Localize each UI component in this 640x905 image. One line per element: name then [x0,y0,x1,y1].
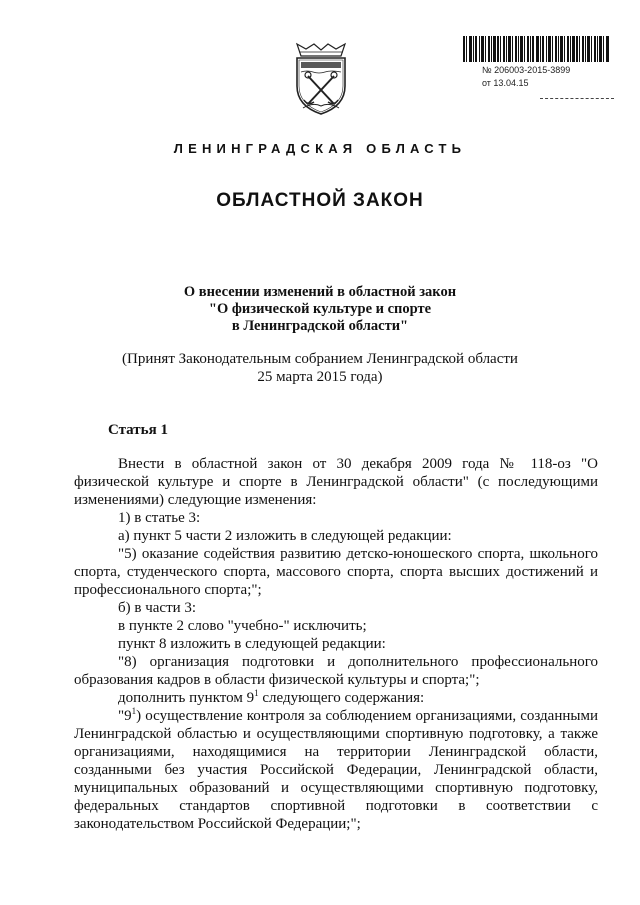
paragraph-text: ) осуществление контроля за соблюдением организациями, созданными Ленинградской областью и осуществляющими спортивную подготовку, а также организациями, находящимися на территории Ленинградской области, созданными без участия Российской Федерации, Ленинградской области, муниципальных образований и осуществляющими спортивную подготовку, федеральных стандартов спортивной подготовки в соответствии с законодательством Российской Федерации;"; [74,708,598,832]
superscript: 1 [254,688,259,698]
registration-date: от 13.04.15 [482,78,529,88]
region-name: ЛЕНИНГРАДСКАЯ ОБЛАСТЬ [173,141,467,156]
paragraph-quote [74,707,598,833]
law-title-line: О внесении изменений в областной закон [183,284,457,300]
barcode-icon [463,36,609,62]
stamp-divider [540,98,614,99]
adoption-note-line: 25 марта 2015 года) [257,369,383,385]
paragraph: а) пункт 5 части 2 изложить в следующей редакции: [118,528,452,544]
paragraph: в пункте 2 слово "учебно-" исключить; [118,618,367,634]
adoption-note-line: (Принят Законодательным собранием Ленинградской области [122,351,518,367]
paragraph: пункт 8 изложить в следующей редакции: [118,636,386,652]
article-heading: Статья 1 [108,422,168,438]
paragraph-text: дополнить пунктом 9 [118,690,255,706]
coat-of-arms-icon [291,40,351,116]
paragraph: б) в части 3: [118,600,197,616]
paragraph-text: "9 [118,708,132,724]
paragraph: 1) в статье 3: [118,510,201,526]
paragraph-quote: "8) организация подготовки и дополнительного профессионального образования кадров в области физической культуры и спорта;"; [74,654,598,688]
registration-number: № 206003-2015-3899 [482,65,571,75]
law-title-line: в Ленинградской области" [231,318,409,334]
paragraph-text: следующего содержания: [258,690,425,706]
superscript: 1 [131,706,137,716]
law-title-line: "О физической культуре и спорте [208,301,432,317]
adoption-note [0,350,640,386]
paragraph-intro: Внести в областной закон от 30 декабря 2009 года № 118-оз "О физической культуре и спорте в Ленинградской области" (с последующими изменениями) следующие изменения: [74,456,598,508]
paragraph [74,689,598,707]
article-body [74,455,598,833]
paragraph-quote: "5) оказание содействия развитию детско-юношеского спорта, школьного спорта, студенческого спорта, массового спорта, спорта высших достижений и профессионального спорта;"; [74,546,598,598]
registration-stamp [482,64,570,90]
law-title [0,284,640,335]
document-type: ОБЛАСТНОЙ ЗАКОН [216,190,424,211]
